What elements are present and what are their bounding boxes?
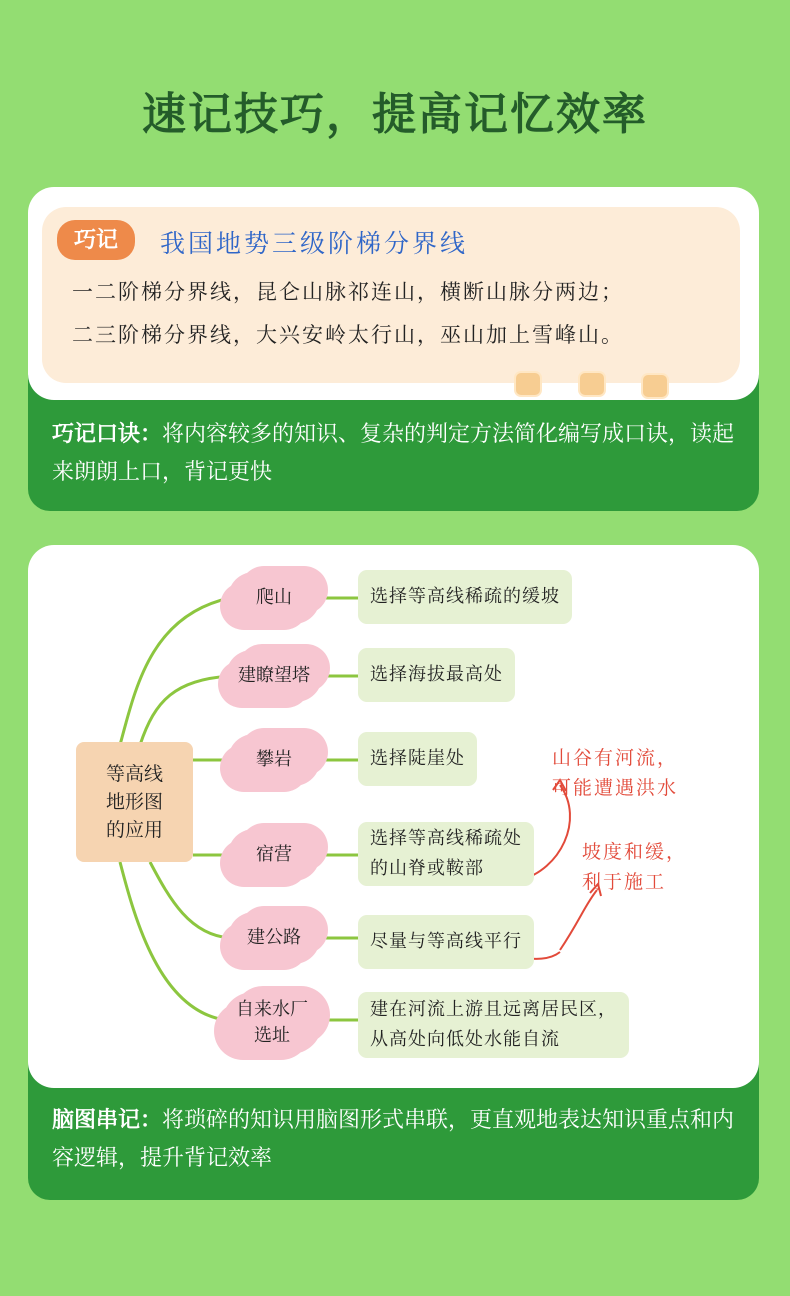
branch-label: 自来水厂 选址: [236, 999, 308, 1046]
tip-line-2: 二三阶梯分界线，大兴安岭太行山，巫山加上雪峰山。: [72, 323, 624, 347]
mindmap-root-label: 等高线 地形图 的应用: [105, 763, 163, 841]
mindmap-root: [76, 742, 193, 862]
branch-detail: [358, 570, 572, 624]
note-valley: 山谷有河流， 可能遭遇洪水: [552, 747, 679, 799]
branch-detail-text: 建在河流上游且远离居民区， 从高处向低处水能自流: [370, 999, 617, 1050]
mindmap-caption-text: 将琐碎的知识用脑图形式串联，更直观地表达知识重点和内容逻辑，提升背记效率: [52, 1108, 735, 1171]
tip-caption-text: 将内容较多的知识、复杂的判定方法简化编写成口诀，读起来朗朗上口，背记更快: [52, 422, 735, 485]
branch-detail-text: 尽量与等高线平行: [370, 931, 522, 952]
branch-detail: [358, 648, 515, 702]
branch-detail-text: 选择等高线稀疏的缓坡: [370, 586, 560, 607]
branch-label: 建公路: [247, 927, 301, 948]
branch-detail: [358, 915, 534, 969]
branch-detail: [358, 822, 534, 886]
branch-label: 宿营: [256, 844, 292, 865]
branch-node: [228, 912, 320, 964]
page-title: 速记技巧，提高记忆效率: [142, 89, 648, 140]
tip-tag: 巧记: [57, 220, 135, 260]
tip-line-1: 一二阶梯分界线，昆仑山脉祁连山，横断山脉分两边；: [72, 280, 624, 304]
branch-node: [226, 650, 322, 702]
branch-detail-text: 选择等高线稀疏处 的山脊或鞍部: [370, 828, 522, 879]
branch-node: [228, 829, 320, 881]
tip-caption-label: 巧记口诀：: [52, 422, 163, 447]
branch-node: [222, 992, 322, 1054]
branch-node: [228, 734, 320, 786]
branch-detail-text: 选择陡崖处: [370, 748, 465, 769]
mindmap-caption-label: 脑图串记：: [52, 1108, 163, 1133]
branch-detail: [358, 992, 629, 1058]
branch-detail-text: 选择海拔最高处: [370, 664, 503, 685]
branch-detail: [358, 732, 477, 786]
branch-label: 攀岩: [256, 749, 292, 770]
mindmap-caption: [52, 1102, 747, 1178]
note-slope: 坡度和缓， 利于施工: [582, 841, 688, 893]
branch-label: 建瞭望塔: [238, 665, 310, 686]
tip-title: 我国地势三级阶梯分界线: [160, 229, 469, 258]
branch-node: [228, 572, 320, 624]
branch-label: 爬山: [256, 587, 292, 608]
